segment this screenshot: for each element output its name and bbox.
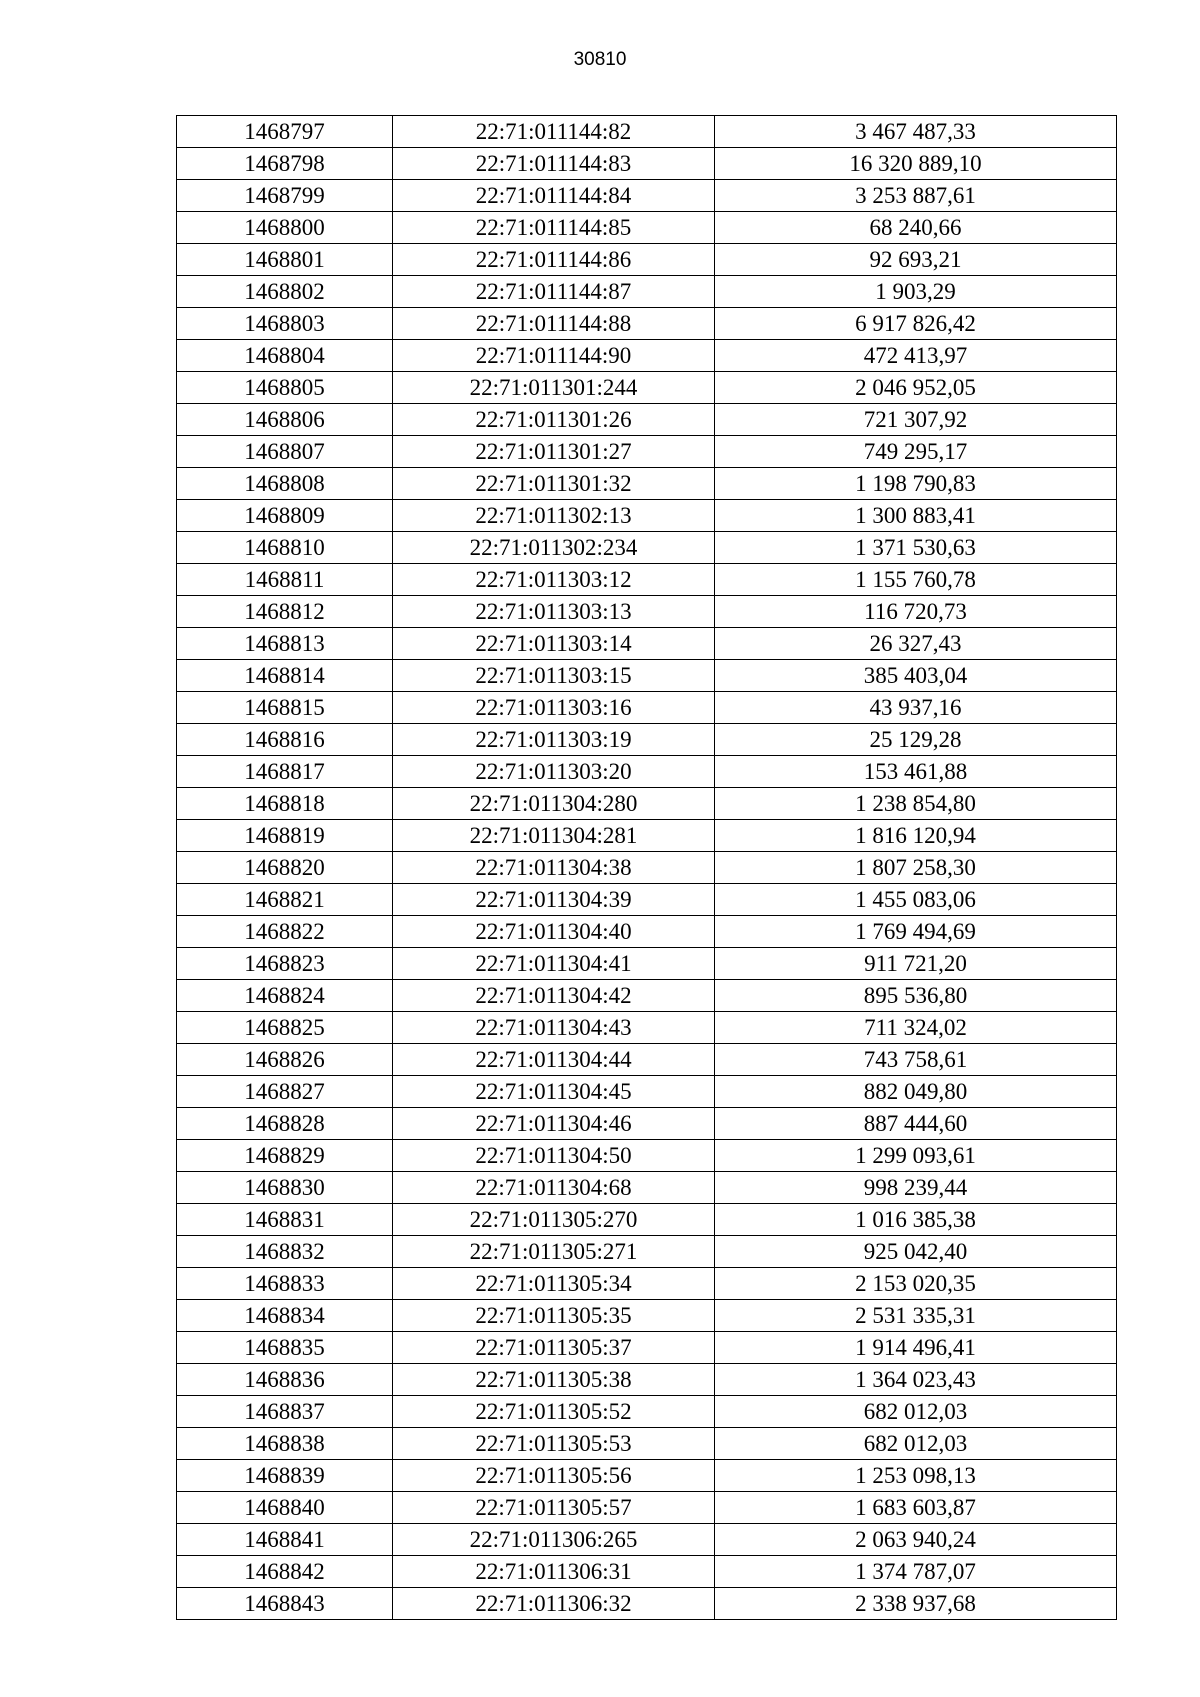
cadastral-value-cell: 882 049,80 xyxy=(715,1076,1117,1108)
table-row xyxy=(177,660,1117,692)
cadastral-value-cell: 6 917 826,42 xyxy=(715,308,1117,340)
table-row xyxy=(177,628,1117,660)
table-row xyxy=(177,500,1117,532)
cadastral-value-cell: 472 413,97 xyxy=(715,340,1117,372)
row-number-cell: 1468843 xyxy=(177,1588,393,1620)
cadastral-number-cell: 22:71:011144:84 xyxy=(393,180,715,212)
table-row xyxy=(177,372,1117,404)
row-number-cell: 1468813 xyxy=(177,628,393,660)
table-row xyxy=(177,1556,1117,1588)
row-number-cell: 1468805 xyxy=(177,372,393,404)
row-number-cell: 1468832 xyxy=(177,1236,393,1268)
table-row xyxy=(177,532,1117,564)
row-number-cell: 1468806 xyxy=(177,404,393,436)
table-row xyxy=(177,404,1117,436)
table-row xyxy=(177,1268,1117,1300)
cadastral-value-cell: 1 914 496,41 xyxy=(715,1332,1117,1364)
cadastral-value-cell: 68 240,66 xyxy=(715,212,1117,244)
row-number-cell: 1468811 xyxy=(177,564,393,596)
row-number-cell: 1468810 xyxy=(177,532,393,564)
cadastral-value-cell: 2 046 952,05 xyxy=(715,372,1117,404)
cadastral-value-cell: 385 403,04 xyxy=(715,660,1117,692)
cadastral-number-cell: 22:71:011301:244 xyxy=(393,372,715,404)
cadastral-number-cell: 22:71:011303:12 xyxy=(393,564,715,596)
cadastral-number-cell: 22:71:011304:50 xyxy=(393,1140,715,1172)
table-row xyxy=(177,788,1117,820)
table-row xyxy=(177,692,1117,724)
row-number-cell: 1468828 xyxy=(177,1108,393,1140)
row-number-cell: 1468825 xyxy=(177,1012,393,1044)
cadastral-number-cell: 22:71:011305:38 xyxy=(393,1364,715,1396)
cadastral-value-cell: 1 300 883,41 xyxy=(715,500,1117,532)
cadastral-value-cell: 887 444,60 xyxy=(715,1108,1117,1140)
cadastral-number-cell: 22:71:011304:44 xyxy=(393,1044,715,1076)
row-number-cell: 1468827 xyxy=(177,1076,393,1108)
cadastral-number-cell: 22:71:011304:43 xyxy=(393,1012,715,1044)
row-number-cell: 1468809 xyxy=(177,500,393,532)
cadastral-number-cell: 22:71:011304:42 xyxy=(393,980,715,1012)
cadastral-number-cell: 22:71:011303:15 xyxy=(393,660,715,692)
cadastral-number-cell: 22:71:011304:46 xyxy=(393,1108,715,1140)
row-number-cell: 1468808 xyxy=(177,468,393,500)
cadastral-number-cell: 22:71:011144:87 xyxy=(393,276,715,308)
row-number-cell: 1468830 xyxy=(177,1172,393,1204)
cadastral-number-cell: 22:71:011302:13 xyxy=(393,500,715,532)
table-row xyxy=(177,1012,1117,1044)
row-number-cell: 1468798 xyxy=(177,148,393,180)
row-number-cell: 1468835 xyxy=(177,1332,393,1364)
table-row xyxy=(177,1236,1117,1268)
cadastral-number-cell: 22:71:011305:37 xyxy=(393,1332,715,1364)
cadastral-value-cell: 1 253 098,13 xyxy=(715,1460,1117,1492)
table-row xyxy=(177,1172,1117,1204)
table-row xyxy=(177,980,1117,1012)
cadastral-number-cell: 22:71:011304:45 xyxy=(393,1076,715,1108)
cadastral-value-cell: 116 720,73 xyxy=(715,596,1117,628)
table-row xyxy=(177,1396,1117,1428)
table-row xyxy=(177,756,1117,788)
cadastral-number-cell: 22:71:011304:39 xyxy=(393,884,715,916)
cadastral-value-cell: 682 012,03 xyxy=(715,1396,1117,1428)
table-row xyxy=(177,1140,1117,1172)
cadastral-value-cell: 1 455 083,06 xyxy=(715,884,1117,916)
cadastral-value-cell: 153 461,88 xyxy=(715,756,1117,788)
cadastral-number-cell: 22:71:011303:14 xyxy=(393,628,715,660)
cadastral-number-cell: 22:71:011305:52 xyxy=(393,1396,715,1428)
table-row xyxy=(177,852,1117,884)
cadastral-value-cell: 16 320 889,10 xyxy=(715,148,1117,180)
table-row xyxy=(177,340,1117,372)
row-number-cell: 1468797 xyxy=(177,116,393,148)
cadastral-number-cell: 22:71:011144:82 xyxy=(393,116,715,148)
row-number-cell: 1468799 xyxy=(177,180,393,212)
cadastral-value-cell: 1 816 120,94 xyxy=(715,820,1117,852)
table-row xyxy=(177,148,1117,180)
cadastral-value-cell: 1 374 787,07 xyxy=(715,1556,1117,1588)
table-row xyxy=(177,916,1117,948)
cadastral-number-cell: 22:71:011302:234 xyxy=(393,532,715,564)
table-row xyxy=(177,212,1117,244)
cadastral-value-cell: 2 338 937,68 xyxy=(715,1588,1117,1620)
row-number-cell: 1468819 xyxy=(177,820,393,852)
cadastral-value-cell: 2 063 940,24 xyxy=(715,1524,1117,1556)
cadastral-number-cell: 22:71:011301:27 xyxy=(393,436,715,468)
row-number-cell: 1468839 xyxy=(177,1460,393,1492)
row-number-cell: 1468802 xyxy=(177,276,393,308)
cadastral-value-cell: 1 299 093,61 xyxy=(715,1140,1117,1172)
page-number: 30810 xyxy=(573,49,627,70)
cadastral-number-cell: 22:71:011301:26 xyxy=(393,404,715,436)
table-row xyxy=(177,244,1117,276)
cadastral-value-cell: 1 807 258,30 xyxy=(715,852,1117,884)
cadastral-number-cell: 22:71:011306:31 xyxy=(393,1556,715,1588)
cadastral-number-cell: 22:71:011303:20 xyxy=(393,756,715,788)
table-row xyxy=(177,1044,1117,1076)
table-row xyxy=(177,820,1117,852)
cadastral-value-cell: 743 758,61 xyxy=(715,1044,1117,1076)
cadastral-value-cell: 1 769 494,69 xyxy=(715,916,1117,948)
table-row xyxy=(177,1076,1117,1108)
cadastral-number-cell: 22:71:011304:281 xyxy=(393,820,715,852)
table-row xyxy=(177,436,1117,468)
cadastral-value-cell: 1 903,29 xyxy=(715,276,1117,308)
cadastral-value-cell: 711 324,02 xyxy=(715,1012,1117,1044)
table-row xyxy=(177,1204,1117,1236)
row-number-cell: 1468833 xyxy=(177,1268,393,1300)
cadastral-value-table xyxy=(176,115,1117,1620)
row-number-cell: 1468814 xyxy=(177,660,393,692)
cadastral-value-cell: 2 531 335,31 xyxy=(715,1300,1117,1332)
row-number-cell: 1468807 xyxy=(177,436,393,468)
cadastral-value-cell: 749 295,17 xyxy=(715,436,1117,468)
row-number-cell: 1468834 xyxy=(177,1300,393,1332)
cadastral-value-cell: 92 693,21 xyxy=(715,244,1117,276)
cadastral-value-cell: 3 467 487,33 xyxy=(715,116,1117,148)
cadastral-number-cell: 22:71:011304:41 xyxy=(393,948,715,980)
row-number-cell: 1468818 xyxy=(177,788,393,820)
row-number-cell: 1468800 xyxy=(177,212,393,244)
cadastral-value-cell: 682 012,03 xyxy=(715,1428,1117,1460)
table-row xyxy=(177,1364,1117,1396)
cadastral-number-cell: 22:71:011304:68 xyxy=(393,1172,715,1204)
cadastral-number-cell: 22:71:011305:53 xyxy=(393,1428,715,1460)
row-number-cell: 1468820 xyxy=(177,852,393,884)
table-row xyxy=(177,1332,1117,1364)
cadastral-value-cell: 26 327,43 xyxy=(715,628,1117,660)
cadastral-number-cell: 22:71:011144:85 xyxy=(393,212,715,244)
row-number-cell: 1468821 xyxy=(177,884,393,916)
cadastral-number-cell: 22:71:011306:32 xyxy=(393,1588,715,1620)
row-number-cell: 1468842 xyxy=(177,1556,393,1588)
cadastral-number-cell: 22:71:011305:271 xyxy=(393,1236,715,1268)
cadastral-number-cell: 22:71:011306:265 xyxy=(393,1524,715,1556)
table-row xyxy=(177,180,1117,212)
table-row xyxy=(177,948,1117,980)
cadastral-value-cell: 1 364 023,43 xyxy=(715,1364,1117,1396)
cadastral-value-cell: 998 239,44 xyxy=(715,1172,1117,1204)
cadastral-number-cell: 22:71:011305:34 xyxy=(393,1268,715,1300)
cadastral-number-cell: 22:71:011303:13 xyxy=(393,596,715,628)
cadastral-number-cell: 22:71:011304:40 xyxy=(393,916,715,948)
row-number-cell: 1468841 xyxy=(177,1524,393,1556)
row-number-cell: 1468801 xyxy=(177,244,393,276)
table-row xyxy=(177,1108,1117,1140)
cadastral-value-cell: 1 238 854,80 xyxy=(715,788,1117,820)
row-number-cell: 1468824 xyxy=(177,980,393,1012)
row-number-cell: 1468837 xyxy=(177,1396,393,1428)
row-number-cell: 1468831 xyxy=(177,1204,393,1236)
cadastral-value-cell: 1 016 385,38 xyxy=(715,1204,1117,1236)
table-row xyxy=(177,884,1117,916)
row-number-cell: 1468823 xyxy=(177,948,393,980)
row-number-cell: 1468816 xyxy=(177,724,393,756)
cadastral-number-cell: 22:71:011144:86 xyxy=(393,244,715,276)
cadastral-number-cell: 22:71:011303:16 xyxy=(393,692,715,724)
cadastral-value-cell: 911 721,20 xyxy=(715,948,1117,980)
table-row xyxy=(177,308,1117,340)
table-row xyxy=(177,724,1117,756)
table-row xyxy=(177,1524,1117,1556)
cadastral-number-cell: 22:71:011305:57 xyxy=(393,1492,715,1524)
row-number-cell: 1468826 xyxy=(177,1044,393,1076)
row-number-cell: 1468817 xyxy=(177,756,393,788)
table-body xyxy=(177,116,1117,1620)
cadastral-number-cell: 22:71:011144:83 xyxy=(393,148,715,180)
cadastral-value-cell: 2 153 020,35 xyxy=(715,1268,1117,1300)
cadastral-number-cell: 22:71:011144:88 xyxy=(393,308,715,340)
cadastral-value-cell: 43 937,16 xyxy=(715,692,1117,724)
cadastral-value-cell: 1 155 760,78 xyxy=(715,564,1117,596)
row-number-cell: 1468822 xyxy=(177,916,393,948)
table-row xyxy=(177,1588,1117,1620)
cadastral-number-cell: 22:71:011305:35 xyxy=(393,1300,715,1332)
cadastral-value-cell: 3 253 887,61 xyxy=(715,180,1117,212)
cadastral-number-cell: 22:71:011304:280 xyxy=(393,788,715,820)
row-number-cell: 1468812 xyxy=(177,596,393,628)
row-number-cell: 1468804 xyxy=(177,340,393,372)
row-number-cell: 1468803 xyxy=(177,308,393,340)
table-row xyxy=(177,1300,1117,1332)
row-number-cell: 1468829 xyxy=(177,1140,393,1172)
cadastral-number-cell: 22:71:011144:90 xyxy=(393,340,715,372)
table-row xyxy=(177,596,1117,628)
cadastral-value-cell: 721 307,92 xyxy=(715,404,1117,436)
table-row xyxy=(177,468,1117,500)
cadastral-value-cell: 1 371 530,63 xyxy=(715,532,1117,564)
cadastral-value-cell: 925 042,40 xyxy=(715,1236,1117,1268)
cadastral-value-cell: 25 129,28 xyxy=(715,724,1117,756)
cadastral-number-cell: 22:71:011305:270 xyxy=(393,1204,715,1236)
cadastral-number-cell: 22:71:011305:56 xyxy=(393,1460,715,1492)
table-row xyxy=(177,116,1117,148)
row-number-cell: 1468836 xyxy=(177,1364,393,1396)
row-number-cell: 1468815 xyxy=(177,692,393,724)
cadastral-number-cell: 22:71:011303:19 xyxy=(393,724,715,756)
table-row xyxy=(177,1460,1117,1492)
cadastral-number-cell: 22:71:011301:32 xyxy=(393,468,715,500)
table-row xyxy=(177,1492,1117,1524)
cadastral-value-cell: 1 683 603,87 xyxy=(715,1492,1117,1524)
table-row xyxy=(177,1428,1117,1460)
row-number-cell: 1468838 xyxy=(177,1428,393,1460)
table-row xyxy=(177,564,1117,596)
cadastral-number-cell: 22:71:011304:38 xyxy=(393,852,715,884)
cadastral-value-cell: 895 536,80 xyxy=(715,980,1117,1012)
cadastral-value-cell: 1 198 790,83 xyxy=(715,468,1117,500)
table-row xyxy=(177,276,1117,308)
row-number-cell: 1468840 xyxy=(177,1492,393,1524)
